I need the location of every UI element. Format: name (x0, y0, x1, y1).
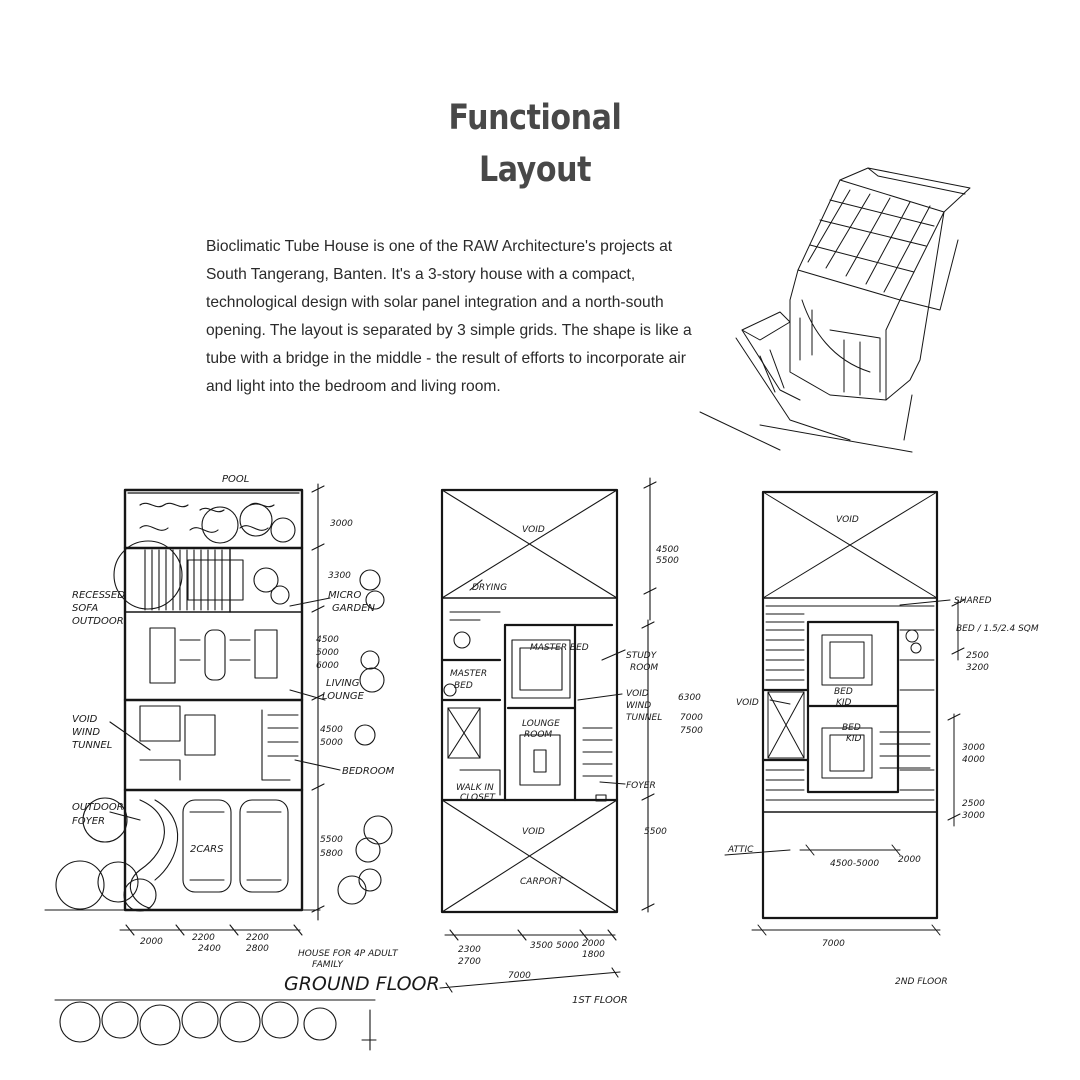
title-line-1: Functional (448, 98, 622, 138)
second-floor-labels (727, 515, 1039, 987)
label-tunnel: TUNNEL (72, 740, 113, 751)
label-f-tunnel: TUNNEL (626, 713, 663, 723)
label-foyer: FOYER (72, 816, 105, 827)
dim-g1: 3000 (330, 519, 353, 529)
label-f-foyer: FOYER (626, 781, 656, 791)
label-shared: SHARED (954, 596, 992, 606)
dim-sw1: 4500-5000 (830, 859, 880, 869)
dim-s6: 3000 (962, 811, 985, 821)
dim-g5: 6000 (316, 661, 339, 671)
label-wind: WIND (72, 727, 101, 738)
first-floor-labels (450, 525, 703, 1006)
dim-f4: 7000 (680, 713, 703, 723)
project-description: Bioclimatic Tube House is one of the RAW Architecture's projects at South Tangerang, Banten. It's a 3-story house with a compact, technological design with solar panel integration and a north-south opening. The layout is separated by 3 simple grids. The shape is like a tube with a bridge in the middle - the result of efforts to incorporate air and light into the bedroom and living room. (206, 238, 692, 395)
label-f-void: VOID (626, 689, 649, 699)
label-ground-floor: GROUND FLOOR (284, 973, 440, 995)
label-void: VOID (72, 714, 98, 725)
dim-s-total: 7000 (822, 939, 845, 949)
dim-fw2: 2700 (458, 957, 481, 967)
label-outdoor: OUTDOOR (72, 616, 124, 627)
dim-g6: 4500 (320, 725, 343, 735)
title-line-2: Layout (478, 150, 592, 190)
label-s-void: VOID (736, 698, 759, 708)
label-f-wind: WIND (626, 701, 652, 711)
note-house: HOUSE FOR 4P ADULT (298, 949, 398, 959)
label-lounge: LOUNGE (322, 691, 365, 702)
label-sofa: SOFA (72, 603, 99, 614)
dim-fw4: 5000 (556, 941, 579, 951)
label-bed-2: BED (842, 723, 861, 733)
label-micro: MICRO (328, 590, 362, 601)
label-pool: POOL (222, 474, 250, 485)
dim-f6: 5500 (644, 827, 667, 837)
label-bed-area: BED / 1.5/2.4 SQM (956, 624, 1039, 634)
label-f-void-bottom: VOID (522, 827, 545, 837)
dim-g8: 5500 (320, 835, 343, 845)
label-recessed: RECESSED (72, 590, 125, 601)
label-study-room: ROOM (630, 663, 659, 673)
label-kid-2: KID (846, 734, 862, 744)
label-s-void-top: VOID (836, 515, 859, 525)
label-second-floor: 2ND FLOOR (895, 977, 948, 987)
label-study: STUDY (626, 651, 657, 661)
label-bedroom: BEDROOM (342, 766, 395, 777)
dim-fw5: 2000 (582, 939, 605, 949)
label-kid-1: KID (836, 698, 852, 708)
label-first-floor: 1ST FLOOR (572, 995, 628, 1006)
dim-g9: 5800 (320, 849, 343, 859)
note-family: FAMILY (312, 960, 343, 970)
label-f-lounge: LOUNGE (522, 719, 560, 729)
dim-s2: 3200 (966, 663, 989, 673)
dim-g2: 3300 (328, 571, 351, 581)
label-f-room: ROOM (524, 730, 553, 740)
dim-fw1: 2300 (458, 945, 481, 955)
dim-f1: 4500 (656, 545, 679, 555)
dim-fw6: 1800 (582, 950, 605, 960)
dim-s5: 2500 (962, 799, 985, 809)
dim-sw2: 2000 (898, 855, 921, 865)
label-cars: 2CARS (190, 844, 224, 855)
label-drying: DRYING (472, 583, 508, 593)
dim-g3: 4500 (316, 635, 339, 645)
label-closet: CLOSET (460, 793, 496, 803)
dim-g4: 5000 (316, 648, 339, 658)
dim-s4: 4000 (962, 755, 985, 765)
first-floor-plan (442, 490, 617, 912)
label-living: LIVING (326, 678, 360, 689)
dim-f5: 7500 (680, 726, 703, 736)
dim-s1: 2500 (966, 651, 989, 661)
label-master: MASTER (450, 669, 488, 679)
dim-gw4: 2200 (246, 933, 269, 943)
dim-s3: 3000 (962, 743, 985, 753)
label-walkin: WALK IN (456, 783, 494, 793)
dim-gw5: 2800 (246, 944, 269, 954)
label-f-void-top: VOID (522, 525, 545, 535)
dim-f-total: 7000 (508, 971, 531, 981)
dim-gw3: 2400 (198, 944, 221, 954)
dim-f3: 6300 (678, 693, 701, 703)
label-attic: ATTIC (728, 845, 754, 855)
dim-g7: 5000 (320, 738, 343, 748)
label-bed-1: BED (834, 687, 853, 697)
dim-f2: 5500 (656, 556, 679, 566)
label-carport: CARPORT (520, 877, 563, 887)
label-outdoor-2: OUTDOOR (72, 802, 124, 813)
label-bed: BED (454, 681, 473, 691)
dim-gw1: 2000 (140, 937, 163, 947)
dim-gw2: 2200 (192, 933, 215, 943)
dim-fw3: 3500 (530, 941, 553, 951)
perspective-sketch (700, 168, 970, 452)
label-master-bed: MASTER BED (530, 643, 589, 653)
label-garden: GARDEN (332, 603, 376, 614)
